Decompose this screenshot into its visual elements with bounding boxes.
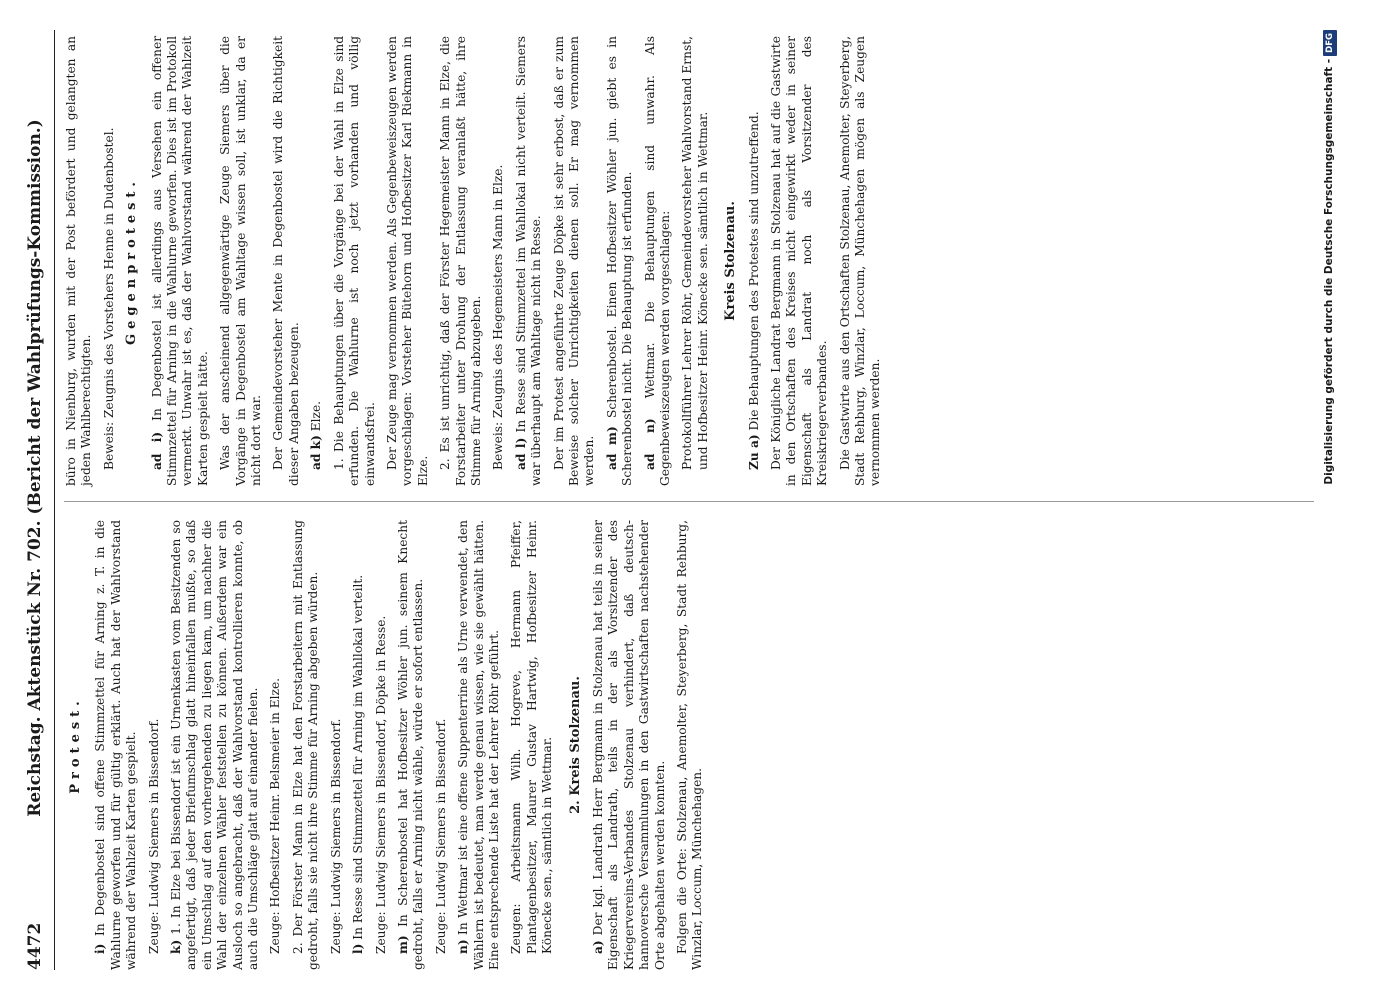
ad-m-text: Scherenbostel. Einen Hofbesitzer Wöhler jun. giebt es in Scherenbostel nicht. Die Behauptung ist erfunden. (604, 35, 635, 486)
protest-n-text: In Wettmar ist eine offene Suppenterrine als Urne verwendet, den Wählern ist bedeutet, man werde genau wissen, wie sie gewählt hätten. Eine entsprechende Liste hat der Lehrer Röhr geführt. (456, 520, 501, 970)
protest-l-text: In Resse sind Stimmzettel für Arning im Wahllokal verteilt. (351, 574, 366, 940)
ad-n-list: Protokollführer Lehrer Röhr, Gemeindevorsteher Wahlvorstand Ernst, und Hofbesitzer Heinr. Könecke sen. sämtlich in Wettmar. (680, 36, 710, 470)
rotated-page-content (20, 30, 1360, 970)
protest-i-label: i) (93, 943, 108, 954)
zu-a (747, 36, 762, 486)
section-2-heading: 2. Kreis Stolzenau. (567, 676, 583, 814)
protest-n-label: n) (456, 939, 471, 954)
protest-a-text: Der kgl. Landrath Herr Bergmann in Stolzenau hat teils in seiner Eigenschaft als Landrath, teils in der als Vorsitzender des Kriegervereins-Verbandes Stolzenau verhindert, daß deutsch-hannoversche Versammlungen in den Gastwirtschaften nachstehender Orte abgehalten werden konnten. (590, 519, 667, 970)
ad-l-label: ad l) (513, 437, 528, 470)
protest-m-witness: Zeuge: Ludwig Siemers in Bissendorf. (433, 718, 448, 954)
ad-i-label: ad i) (149, 431, 164, 470)
ad-k-proof: Beweis: Zeugnis des Hegemeisters Mann in Elze. (491, 164, 506, 470)
protest-a (591, 520, 668, 970)
ad-n (643, 36, 674, 486)
zu-a-text: Die Behauptungen des Protestes sind unzutreffend. (746, 111, 761, 431)
ad-i (150, 36, 212, 486)
ad-l (514, 36, 545, 486)
zu-a-label: Zu a) (746, 434, 761, 470)
protest-l-label: l) (351, 943, 366, 954)
protest-a-places: Folgen die Orte: Stolzenau, Anemolter, Steyerberg, Stadt Rehburg, Winzlar, Loccum, Münchehagen. (675, 520, 705, 970)
protest-i-text: In Degenbostel sind offene Stimmzettel für Arning z. T. in die Wahlurne geworfen und für gültig erklärt. Auch hat der Wahlvorstand während der Wahlzeit Karten gespielt. (93, 519, 139, 970)
protest-k1-text: 1. In Elze bei Bissendorf ist ein Urnenkasten vom Besitzenden so angefertigt, daß jeder Briefumschlag glatt hineinfallen mußte, so daß ein Umschlag auf den vorhergehenden zu liegen kam, um nachher die Wahl der einzelnen Wähler feststellen zu können. Außerdem war ein Ausloch so angebracht, daß der Wahlvorstand kontrollieren konnte, ob auch die Umschläge glatt auf einander fielen. (169, 519, 261, 970)
protest-i-witness: Zeuge: Ludwig Siemers in Bissendorf. (146, 718, 161, 954)
column-divider (64, 501, 1314, 502)
protest-k2: 2. Der Förster Mann in Elze hat den Forstarbeitern mit Entlassung gedroht, falls sie nicht ihre Stimme für Arning abgeben würden. (290, 520, 321, 970)
ad-n-label: ad n) (642, 418, 657, 470)
protest-l (351, 520, 366, 970)
running-title: Reichstag. Aktenstück Nr. 702. (Bericht der Wahlprüfungs-Kommission.) (25, 119, 45, 817)
ad-k-label: ad k) (309, 435, 324, 470)
ad-k-p2: 2. Es ist unrichtig, daß der Förster Hegemeister Mann in Elze, die Forstarbeiter unter Drohung der Entlassung veranlaßt hätte, ihre Stimme für Arning abzugeben. (438, 36, 483, 486)
protest-n (456, 520, 502, 970)
protest-k-label: k) (169, 939, 184, 954)
kreis-stolzenau-heading: Kreis Stolzenau. (723, 201, 739, 321)
continuation-proof: Beweis: Zeugnis des Vorstehers Henne in Dudenbostel. (101, 127, 116, 470)
ad-m-label: ad m) (604, 426, 619, 470)
zu-a-p3: Die Gastwirte aus den Ortschaften Stolzenau, Anemolter, Steyerberg, Stadt Rehburg, Winzlar, Loccum, Münchehagen mögen als Zeugen vernommen werden. (837, 36, 883, 486)
protest-a-label: a) (590, 940, 605, 954)
protest-n-witness: Zeugen: Arbeitsmann Wilh. Hogreve, Hermann Pfeiffer, Plantagenbesitzer, Maurer Gustav Hartwig, Hofbesitzer Heinr. Könecke sen., sämtlich in Wettmar. (509, 520, 555, 954)
ad-l-text: In Resse sind Stimmzettel im Wahllokal nicht verteilt. Siemers war überhaupt am Wahltage nicht in Resse. (513, 35, 544, 486)
protest-k1 (169, 520, 261, 970)
ad-k-heading (309, 36, 324, 486)
page-number: 4472 (25, 922, 45, 970)
right-column-gegenprotest (64, 36, 891, 486)
page-header (20, 30, 55, 970)
ad-n-text: Wettmar. Die Behauptungen sind unwahr. Als Gegenbeweiszeugen werden vorgeschlagen: (642, 35, 672, 486)
continuation-text: büro in Nienburg, wurden mit der Post befördert und gelangten an jeden Wahlberechtigten. (64, 36, 94, 486)
footer-text: Digitalisierung gefördert durch die Deutsche Forschungsgemeinschaft - (1323, 58, 1335, 485)
dfg-logo-icon: DFG (1323, 30, 1337, 56)
ad-k-place: Elze. (309, 400, 324, 432)
ad-m (605, 36, 636, 486)
ad-l-p2: Der im Protest angeführte Zeuge Döpke ist sehr erbost, daß er zum Beweise solcher Unrichtigkeiten dienen soll. Er mag vernommen werden. (551, 36, 597, 486)
ad-i-p3: Der Gemeindevorsteher Mente in Degenbostel wird die Richtigkeit dieser Angaben bezeugen. (271, 36, 301, 486)
ad-i-text: In Degenbostel ist allerdings aus Versehen ein offener Stimmzettel für Arning in die Wahlurne geworfen. Dies ist im Protokoll vermerkt. Unwahr ist es, daß der Wahlvorstand während der Wahlzeit Karten gespielt hätte. (149, 35, 210, 486)
ad-i-p2: Was der anscheinend allgegenwärtige Zeuge Siemers über die Vorgänge in Degenbostel am Wahltage wissen soll, ist unklar, da er nicht dort war. (218, 36, 264, 486)
protest-i (93, 520, 139, 970)
protest-m-label: m) (395, 935, 410, 954)
protest-k1-witness: Zeuge: Hofbesitzer Heinr. Belsmeier in Elze. (268, 677, 283, 954)
protest-m-text: In Scherenbostel hat Hofbesitzer Wöhler jun. seinem Knecht gedroht, falls er Arning nicht wähle, würde er sofort entlassen. (395, 519, 426, 970)
zu-a-p2: Der Königliche Landrat Bergmann in Stolzenau hat auf die Gastwirte in den Ortschaften des Kreises nicht eingewirkt weder in seiner Eigenschaft als Landrat noch als Vorsitzender des Kreiskriegerverbandes. (769, 36, 830, 486)
protest-m (396, 520, 427, 970)
protest-heading: Protest. (68, 696, 83, 794)
ad-k-p1: 1. Die Behauptungen über die Vorgänge bei der Wahl in Elze sind erfunden. Die Wahlurne ist noch jetzt vorhanden und völlig einwandsfrei. (331, 36, 377, 486)
protest-k2-witness: Zeuge: Ludwig Siemers in Bissendorf. (328, 718, 343, 954)
gegenprotest-heading: Gegenprotest. (124, 177, 140, 345)
ad-k-p1b: Der Zeuge mag vernommen werden. Als Gegenbeweiszeugen werden vorgeschlagen: Vorsteher Bütehorn und Hofbesitzer Karl Riekmann in Elze. (384, 36, 430, 486)
protest-l-witness: Zeuge: Ludwig Siemers in Bissendorf, Döpke in Resse. (373, 615, 388, 954)
left-column-protest (64, 520, 713, 970)
digitization-footer (1322, 30, 1337, 970)
